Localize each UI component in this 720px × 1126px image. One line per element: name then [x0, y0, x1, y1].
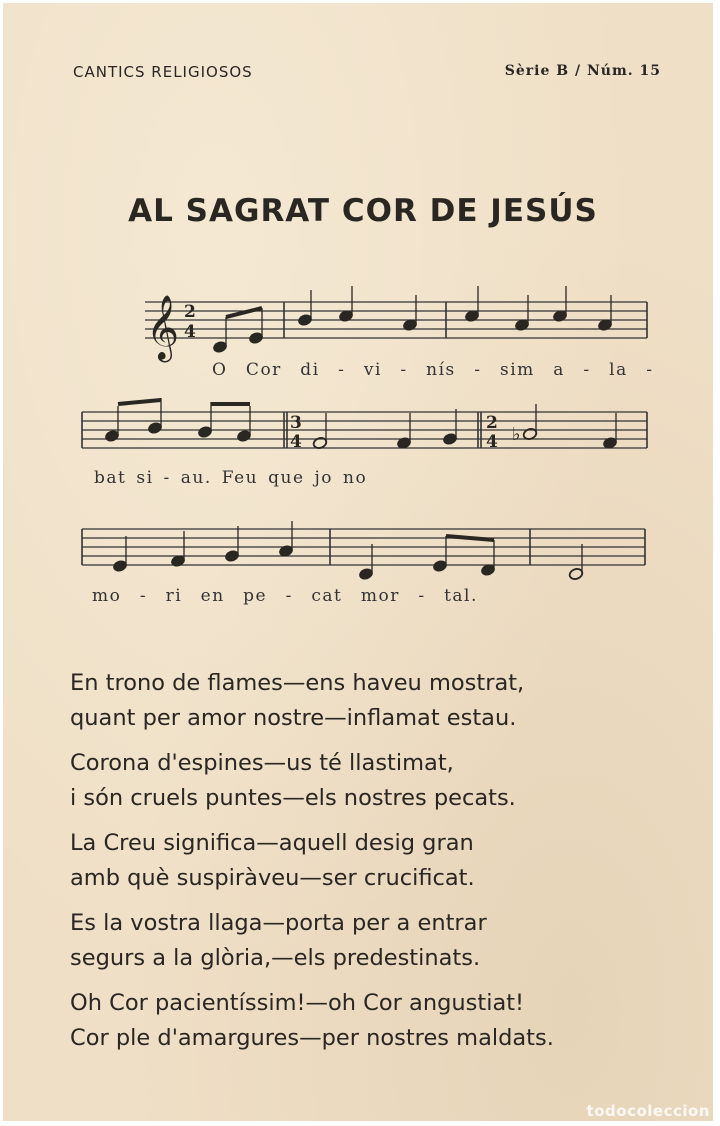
stanza	[70, 666, 670, 736]
stanza	[70, 906, 670, 976]
note-beam	[446, 536, 494, 540]
song-title: AL SAGRAT COR DE JESÚS	[128, 193, 598, 229]
verse-line: Oh Cor pacientíssim!—oh Cor angustiat!	[70, 990, 525, 1016]
stanza	[70, 826, 670, 896]
series-header: CANTICS RELIGIOSOS	[73, 63, 253, 81]
lyric-syllables: mo - ri en pe - cat mor - tal.	[92, 586, 478, 606]
lyrics-line-3	[92, 586, 478, 606]
verse-line: En trono de flames—ens haveu mostrat,	[70, 670, 525, 696]
stanza	[70, 746, 670, 816]
stanza	[70, 986, 670, 1056]
verse-line: Cor ple d'amargures—per nostres maldats.	[70, 1025, 554, 1051]
verse-line: Corona d'espines—us té llastimat,	[70, 750, 454, 776]
lyrics-line-1	[212, 360, 654, 380]
time-signature-numerator: 3	[290, 413, 302, 433]
series-number: Sèrie B / Núm. 15	[504, 63, 661, 79]
verse-line: i són cruels puntes—els nostres pecats.	[70, 785, 516, 811]
verse-line: quant per amor nostre—inflamat estau.	[70, 705, 517, 731]
time-signature-denominator: 4	[290, 432, 302, 452]
lyric-syllables: bat si - au. Feu que jo no	[94, 468, 368, 488]
note-beam	[118, 400, 161, 404]
time-signature-denominator: 4	[184, 322, 196, 342]
verse-line: amb què suspiràveu—ser crucificat.	[70, 865, 475, 891]
lyric-syllables: O Cor di - vi - nís - sim a - la -	[212, 360, 654, 380]
flat-sign-icon: ♭	[512, 424, 521, 445]
verse-line: La Creu significa—aquell desig gran	[70, 830, 474, 856]
watermark-text: todocoleccion	[586, 1102, 710, 1120]
time-signature-numerator: 2	[184, 302, 196, 322]
lyrics-line-2	[94, 468, 367, 488]
verse-line: segurs a la glòria,—els predestinats.	[70, 945, 481, 971]
note-beam	[226, 308, 262, 317]
time-signature-numerator: 2	[486, 413, 498, 433]
time-signature-denominator: 4	[486, 432, 498, 452]
treble-clef-icon: 𝄞	[146, 295, 180, 360]
verse-line: Es la vostra llaga—porta per a entrar	[70, 910, 487, 936]
verses	[70, 666, 670, 1066]
